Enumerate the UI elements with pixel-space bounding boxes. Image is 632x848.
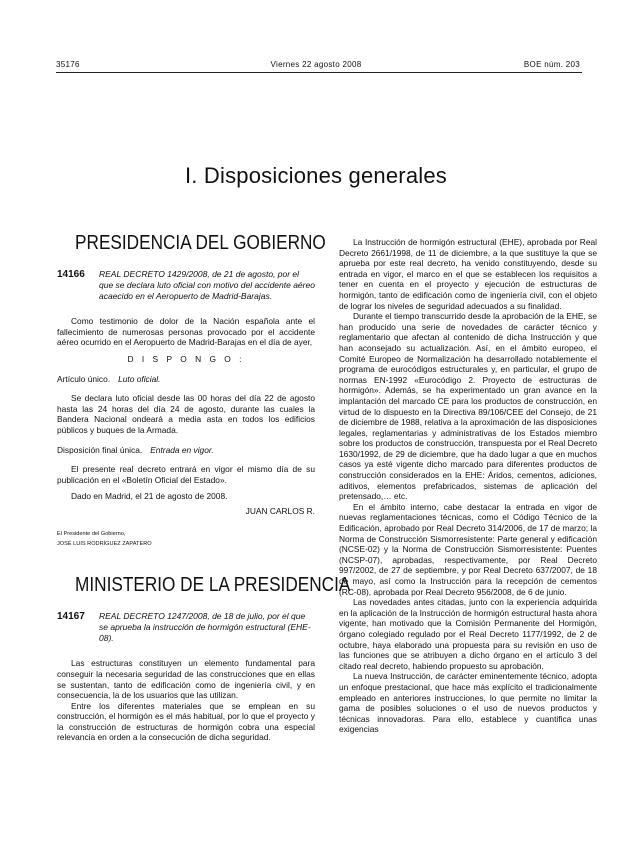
paragraph: Las novedades antes citadas, junto con la experiencia adquirida en la aplicación de la Instrucción de hormigón estructural hasta ahora vigente, han motivado que la Comisión Permanente del Hormigón, órgano colegiado regulado por el Real Decreto 1177/1992, de 2 de octubre, haya elaborado una propuesta para su revisión en uso de las funciones que se atribuyen a dicho órgano en el artículo 3 del citado real decreto, habiendo propuesto su aprobación. [339, 597, 597, 671]
entry-14167 [57, 611, 315, 644]
publication-issue: BOE núm. 203 [523, 60, 580, 69]
entry-number: 14167 [57, 611, 85, 623]
page-number: 35176 [56, 60, 80, 69]
paragraph: Dado en Madrid, el 21 de agosto de 2008. [71, 491, 228, 502]
articulo-line [57, 374, 315, 385]
heading-presidencia: PRESIDENCIA DEL GOBIERNO [75, 232, 326, 254]
issue-date: Viernes 22 agosto 2008 [270, 60, 362, 69]
paragraph: El presente real decreto entrará en vigor el mismo día de su publicación en el «Boletín Oficial del Estado». [57, 463, 315, 485]
articulo-title: Luto oficial. [118, 374, 161, 385]
paragraph: Durante el tiempo transcurrido desde la aprobación de la EHE, se han producido una serie de novedades de carácter técnico y reglamentario que afectan al contenido de dicha Instrucción y que han aconsejado su actualización. Así, en el ámbito europeo, el Comité Europeo de Normalización ha desarrollado notablemente el programa de eurocódigos estructurales y, en particular, el grupo de normas EN-1992 «Eurocódigo 2. Proyecto de estructuras de hormigón». Además, se ha experimentado un gran avance en la implantación del marcado CE para los productos de construcción, en virtud de lo dispuesto en la Directiva 89/106/CEE del Consejo, de 21 de diciembre de 1988, relativa a la aproximación de las disposiciones legales, reglamentarias y administrativas de los Estados miembro sobre los productos de construcción, transpuesta por el Real Decreto 1630/1992, de 29 de diciembre, que ha dado lugar a que en muchos casos ya esté vigente dicho marcado para diferentes productos de construcción considerados en la EHE: Áridos, cementos, adiciones, aditivos, elementos prefabricados, sistemas de aplicación del pretensado,… etc. [339, 311, 597, 502]
paragraph: En el ámbito interno, cabe destacar la entrada en vigor de nuevas reglamentaciones técnicas, como el Código Técnico de la Edificación, aprobado por Real Decreto 314/2006, de 17 de marzo; la Norma de Construcción Sismorresistente: Parte general y edificación (NCSE-02) y la Norma de Construcción Sismorresistente: Puentes (NCSP-07), aprobadas, respectivamente, por Real Decreto 997/2002, de 27 de septiembre, y por Real Decreto 637/2007, de 18 de mayo, así como la Instrucción para la recepción de cementos (RC-08), aprobada por Real Decreto 956/2008, de 6 de junio. [339, 501, 597, 597]
articulo-label: Artículo único. [57, 374, 111, 385]
entry-14166 [57, 269, 315, 302]
signer-name: JOSÉ LUIS RODRÍGUEZ ZAPATERO [57, 541, 152, 548]
heading-ministerio: MINISTERIO DE LA PRESIDENCIA [75, 574, 351, 597]
disposicion-title: Entrada en vigor. [150, 445, 214, 456]
paragraph: Entre los diferentes materiales que se emplean en su construcción, el hormigón es el más habitual, por lo que el proyecto y la construcción de estructuras de hormigón cobra una especial relevancia en orden a la consecución de dicha seguridad. [57, 700, 315, 743]
header-rule [56, 72, 582, 73]
paragraph: La Instrucción de hormigón estructural (EHE), aprobada por Real Decreto 2661/1998, de 11 de diciembre, a la que sustituye la que se aprueba por este real decreto, ha venido constituyendo, desde su entrada en vigor, el marco en el que se establecen los requisitos a tener en cuenta en el proyecto y ejecución de estructuras de hormigón, tanto de edificación como de ingeniería civil, con el objeto de lograr los niveles de seguridad adecuados a su finalidad. [339, 237, 597, 311]
dispongo: D I S P O N G O : [127, 353, 245, 364]
entry-title: REAL DECRETO 1247/2008, de 18 de julio, por el que se aprueba la instrucción de hormigón estructural (EHE-08). [99, 611, 311, 644]
disposicion-line [57, 445, 315, 456]
section-title: I. Disposiciones generales [184, 163, 447, 188]
left-column [57, 232, 351, 743]
signer-role: El Presidente del Gobierno, [57, 531, 126, 538]
signature-king: JUAN CARLOS R. [245, 505, 315, 516]
paragraph: La nueva Instrucción, de carácter eminentemente técnico, adopta un enfoque prestacional, que hace más explícito el tradicionalmente empleado en anteriores instrucciones, lo que permite no limitar la gama de posibles soluciones o el uso de nuevos productos y técnicas innovadoras. Para ello, establece y cuantifica unas exigencias [339, 671, 597, 735]
disposicion-label: Disposición final única. [57, 445, 143, 456]
entry-number: 14166 [57, 269, 85, 280]
entry-title: REAL DECRETO 1429/2008, de 21 de agosto, por el que se declara luto oficial con motivo del accidente aéreo acaecido en el Aeropuerto de Madrid-Barajas. [99, 269, 315, 301]
right-column [339, 237, 597, 735]
paragraph: Se declara luto oficial desde las 00 horas del día 22 de agosto hasta las 24 horas del día 24 de agosto, durante las cuales la Bandera Nacional ondeará a media asta en todos los edificios públicos y buques de la Armada. [57, 392, 315, 435]
paragraph: Como testimonio de dolor de la Nación española ante el fallecimiento de numerosas personas provocado por el accidente aéreo ocurrido en el Aeropuerto de Madrid-Barajas en el día de ayer, [57, 316, 315, 348]
paragraph: Las estructuras constituyen un elemento fundamental para conseguir la necesaria seguridad de las construcciones que en ellas se sustentan, tanto de edificación como de ingeniería civil, y en consecuencia, la de los usuarios que las utilizan. [57, 658, 315, 701]
